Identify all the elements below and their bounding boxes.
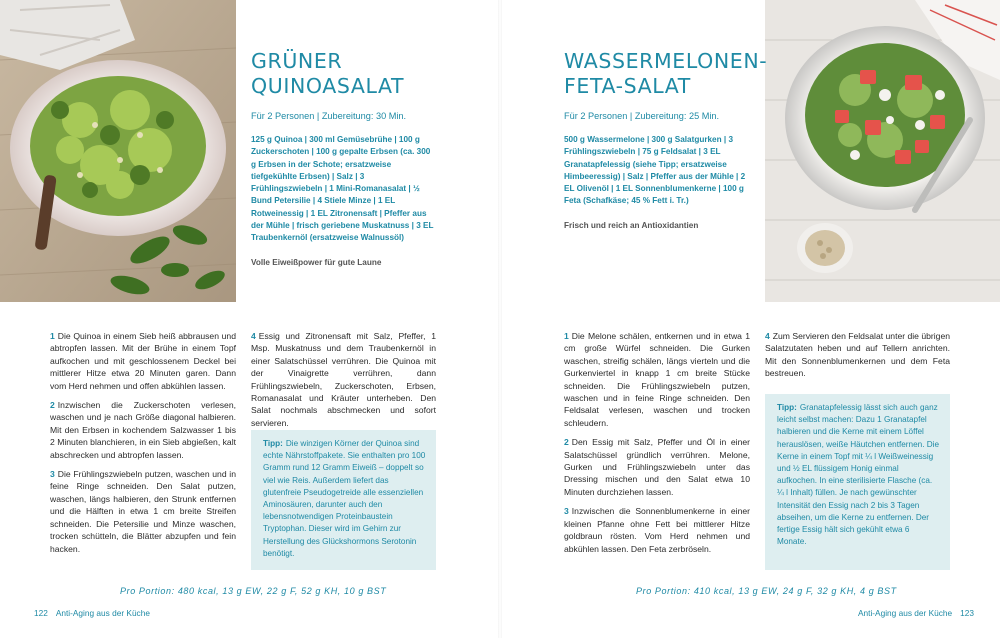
right-footer <box>858 608 974 618</box>
right-title-line2: FETA-SALAT <box>564 74 691 98</box>
tip-text: Die winzigen Körner der Quinoa sind echte Nährstoffpakete. Sie enthalten pro 100 Gramm rund 12 Gramm Eiweiß – doppelt so viel wie Reis. Außerdem liefert das glutenfreie Pseudogetreide alle essenziellen Aminosäuren, darunter auch den lebensnotwendigen Proteinbaustein Tryptophan. Dieser wird im Gehirn zur Herstellung des Glückshormons Serotonin benötigt. <box>263 439 426 558</box>
right-ingredients: 500 g Wassermelone | 300 g Salatgurken | 3 Frühlingszwiebeln | 75 g Feldsalat | 3 EL Granatapfelessig (siehe Tipp; ersatzweise Himbeeressig) | Salz | Pfeffer aus der Mühle | 2 EL Olivenöl | 1 EL Sonnenblumenkerne | 100 g Feta (Schafkäse; 45 % Fett i. Tr.) <box>564 135 746 206</box>
right-tip-box <box>765 394 950 570</box>
step <box>564 330 750 429</box>
tip-text: Granatapfelessig lässt sich auch ganz leicht selbst machen: Dazu 1 Granatapfel halbieren und die Kerne mit einem Löffel herauslösen, weiße Häutchen entfernen. Die Kerne in einem Topf mit ¼ l Weißweinessig und ½ EL flüssigem Honig einmal aufkochen. In eine sterilisierte Flasche (ca. ¼ l Inhalt) füllen. Je nach gewünschter Intensität den Essig nach 2 bis 3 Tagen abseihen, um die Kerne zu entfernen. Der fertige Essig hält sich gekühlt etwa 6 Monate. <box>777 403 940 547</box>
page-number: 123 <box>960 608 974 618</box>
step-text: Die Quinoa in einem Sieb heiß abbrausen und abtropfen lassen. Mit der Brühe in einem Topf aufkochen und mit geschlossenem Deckel bei mittlerer Hitze etwa 20 Minuten garen. Dann vom Herd nehmen und offen abkühlen lassen. <box>50 331 236 391</box>
running-head: Anti-Aging aus der Küche <box>55 608 150 618</box>
step-text: Essig und Zitronensaft mit Salz, Pfeffer, 1 Msp. Muskatnuss und dem Traubenkernöl in einer Salatschüssel verrühren. Die Quinoa mit der Vinaigrette verrühren, dann Frühlingszwiebeln, Zuckerschoten, Erbsen, Romanasalat und Kräuter unterheben. Den Salat nochmals abschmecken und sofort servieren. <box>251 331 436 428</box>
right-steps-column-2 <box>765 330 950 387</box>
left-ingredients: 125 g Quinoa | 300 ml Gemüsebrühe | 100 g Zuckerschoten | 100 g gepalte Erbsen (ca. 300 g Erbsen in der Schote; ersatzweise tiefgekühlte Erbsen) | Salz | 3 Frühlingszwiebeln | 1 Mini-Romanasalat | ½ Bund Petersilie | 4 Stiele Minze | 1 EL Rotweinessig | 1 EL Zitronensaft | Pfeffer aus der Mühle | frisch geriebene Muskatnuss | 3 EL Traubenkernöl (ersatzweise Walnussöl) <box>251 135 434 243</box>
step-number: 4 <box>251 331 256 341</box>
left-tip-box <box>251 430 436 570</box>
step-text: Inzwischen die Sonnenblumenkerne in einer kleinen Pfanne ohne Fett bei mittlerer Hitze goldbraun rösten. Vom Herd nehmen und abkühlen lassen. Den Feta zerbröseln. <box>564 506 750 554</box>
left-footer <box>34 608 158 618</box>
tip-label: Tipp: <box>263 439 283 448</box>
step <box>564 505 750 555</box>
step-text: Die Frühlingszwiebeln putzen, waschen und in feine Ringe schneiden. Den Salat putzen, waschen, längs halbieren, den Strunk entfernen und die Hälften in etwa 1 cm breite Streifen schneiden. Die Petersilie und Minze waschen, trocken schütteln, die Blätter abzupfen und fein hacken. <box>50 469 236 554</box>
left-tagline: Volle Eiweißpower für gute Laune <box>251 258 382 267</box>
step-number: 4 <box>765 331 770 341</box>
running-head: Anti-Aging aus der Küche <box>858 608 953 618</box>
step <box>50 468 236 555</box>
right-servings: Für 2 Personen | Zubereitung: 25 Min. <box>564 111 720 121</box>
step-number: 1 <box>50 331 55 341</box>
step <box>50 399 236 461</box>
left-recipe-title <box>251 49 404 99</box>
right-nutrition-info: Pro Portion: 410 kcal, 13 g EW, 24 g F, 32 g KH, 4 g BST <box>636 586 897 596</box>
step-text: Zum Servieren den Feldsalat unter die übrigen Salatzutaten heben und auf Tellern anrichten. Mit den Sonnenblumenkernen und dem Feta bestreuen. <box>765 331 951 379</box>
page-gutter <box>498 0 502 638</box>
tip-label: Tipp: <box>777 403 797 412</box>
step <box>50 330 236 392</box>
step-number: 2 <box>564 437 569 448</box>
right-title-line1: WASSERMELONEN- <box>564 49 768 73</box>
left-steps-column-2 <box>251 330 436 436</box>
step <box>564 436 750 498</box>
step-number: 2 <box>50 400 55 411</box>
page-number: 122 <box>34 608 48 618</box>
right-recipe-title <box>564 49 767 99</box>
quinoa-salad-photo <box>0 0 236 302</box>
left-steps-column-1 <box>50 330 236 562</box>
left-title-line1: GRÜNER <box>251 49 343 73</box>
left-servings: Für 2 Personen | Zubereitung: 30 Min. <box>251 111 407 121</box>
left-nutrition-info: Pro Portion: 480 kcal, 13 g EW, 22 g F, 52 g KH, 10 g BST <box>120 586 387 596</box>
step-text: Inzwischen die Zuckerschoten verlesen, waschen und je nach Größe diagonal halbieren. Mit den Erbsen in kochendem Salzwasser 1 bis 2 Minuten blanchieren, in ein Sieb abgießen, kalt abschrecken und abtropfen lassen. <box>50 400 236 460</box>
right-tagline: Frisch und reich an Antioxidantien <box>564 221 699 230</box>
watermelon-feta-salad-photo <box>765 0 1000 302</box>
step <box>251 330 436 429</box>
step-number: 3 <box>50 469 55 480</box>
step-text: Die Melone schälen, entkernen und in etwa 1 cm große Würfel schneiden. Die Gurken waschen, streifig schälen, längs vierteln und die Gurkenviertel in knapp 1 cm breite Stücke schneiden. Die Frühlingszwiebeln putzen, waschen und in feine Ringe schneiden. Den Feldsalat verlesen, waschen und trocken schleudern. <box>564 331 750 428</box>
left-title-line2: QUINOASALAT <box>251 74 405 98</box>
step <box>765 330 950 380</box>
step-number: 3 <box>564 506 569 517</box>
step-number: 1 <box>564 331 569 341</box>
step-text: Den Essig mit Salz, Pfeffer und Öl in einer Salatschüssel gründlich verrühren. Melone, Gurken und Frühlingszwiebeln unter das Dressing mischen und den Salat etwa 10 Minuten durchziehen lassen. <box>564 437 750 497</box>
right-steps-column-1 <box>564 330 750 562</box>
